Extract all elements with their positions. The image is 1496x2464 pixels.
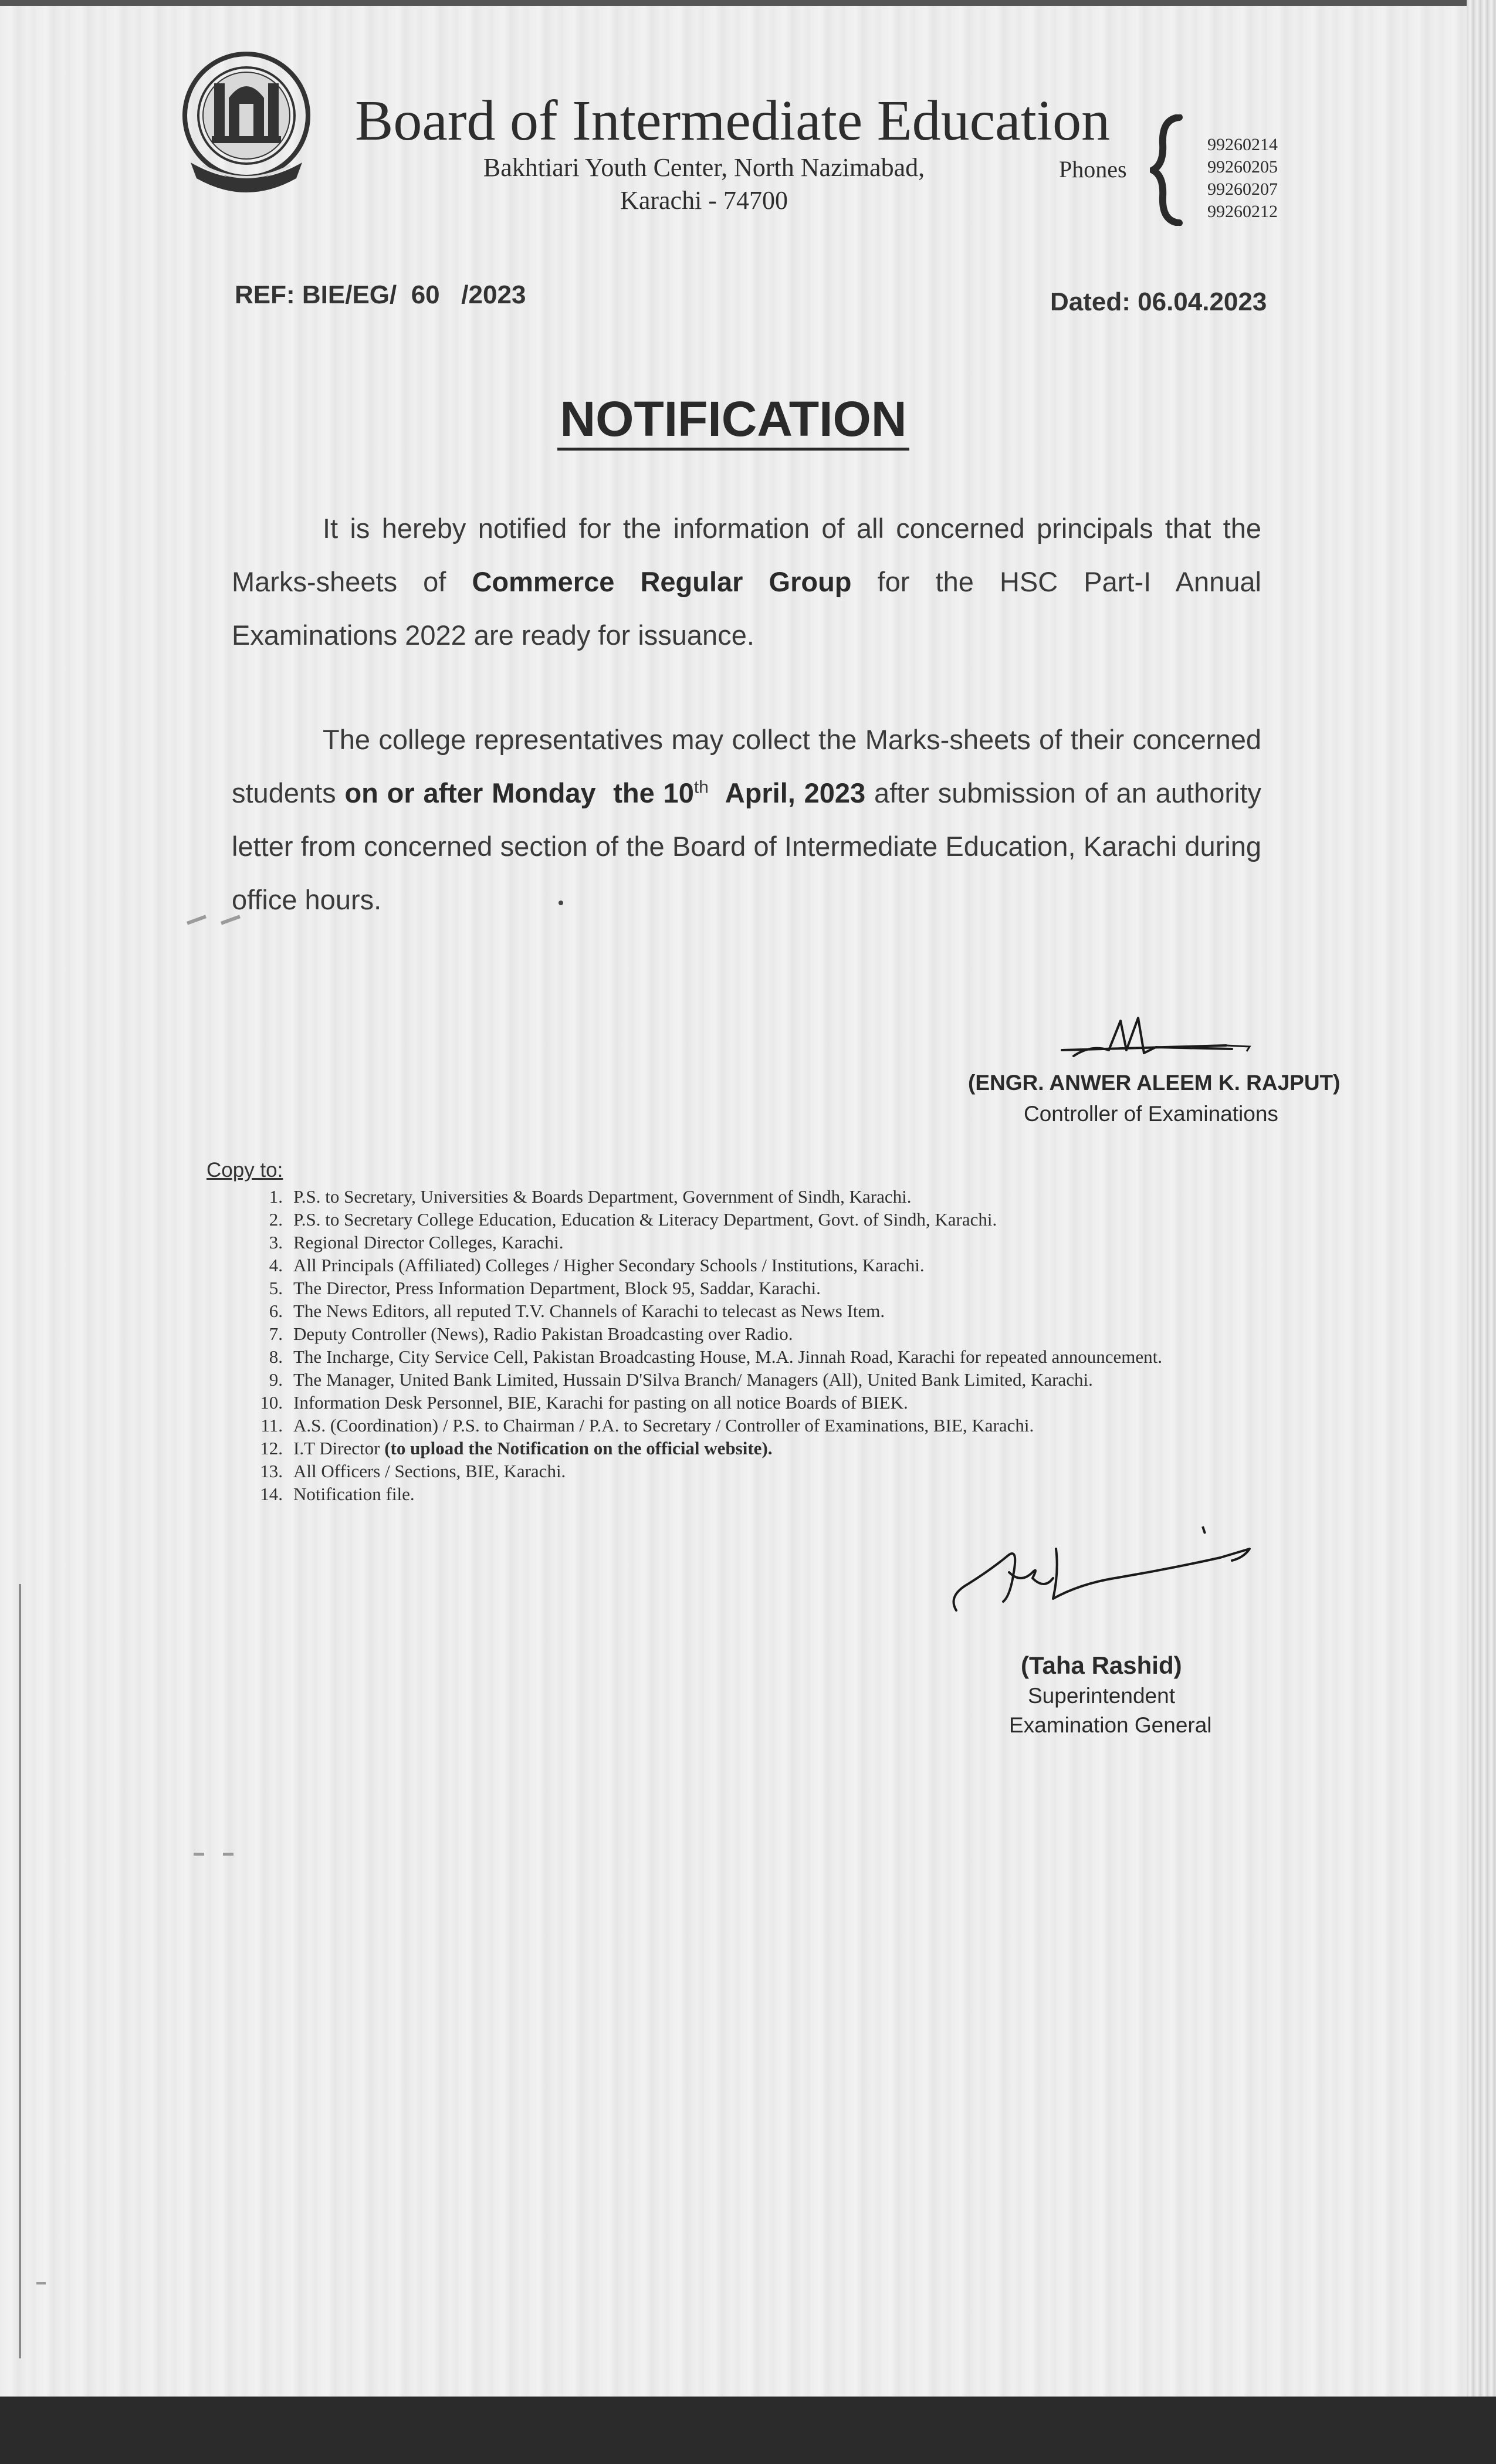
scan-mark [36, 2282, 46, 2284]
paragraph-2-text-end: after submission of an authority letter from concerned section of the Board of Intermediate Education, Karachi during office hours. [232, 777, 1261, 915]
list-item [241, 1391, 1297, 1414]
superintendent-department: Examination General [1009, 1713, 1212, 1737]
list-item [241, 1254, 1297, 1277]
item-number: 14. [260, 1484, 283, 1504]
paragraph-2-bold-month: April, 2023 [708, 777, 866, 808]
list-item [241, 1414, 1297, 1437]
organization-name: Board of Intermediate Education [355, 89, 1111, 153]
paragraph-1-text: It is hereby notified for the information of all concerned principals that the Marks-sheets of [232, 513, 1261, 597]
item-text: A.S. (Coordination) / P.S. to Chairman / P.A. to Secretary / Controller of Examinations, BIE, Karachi. [293, 1415, 1034, 1436]
phones-label: Phones [1059, 156, 1127, 182]
phone-number: 99260205 [1207, 157, 1278, 177]
item-number: 4. [269, 1255, 283, 1275]
list-item [241, 1437, 1297, 1460]
paragraph-2-bold-date: on or after Monday the 10 [344, 777, 694, 808]
item-number: 1. [269, 1186, 283, 1207]
copy-to-heading: Copy to: [207, 1159, 283, 1182]
document-date: Dated: 06.04.2023 [1050, 287, 1267, 316]
list-item [241, 1299, 1297, 1322]
paragraph-1-text-end: for the HSC Part-I Annual Examinations 2022 are ready for issuance. [232, 566, 1261, 651]
paragraph-2-text: The college representatives may collect the Marks-sheets of their concerned students [232, 724, 1261, 808]
superintendent-title: Superintendent [1028, 1684, 1175, 1708]
paragraph-1-bold: Commerce Regular Group [472, 566, 852, 597]
ordinal-suffix: th [693, 777, 709, 797]
title-text: NOTIFICATION [557, 390, 909, 451]
item-text: P.S. to Secretary College Education, Education & Literacy Department, Govt. of Sindh, Karachi. [293, 1209, 997, 1230]
scan-left-edge [19, 1584, 21, 2358]
item-number: 9. [269, 1369, 283, 1390]
paragraph-2 [232, 713, 1261, 926]
item-text: Deputy Controller (News), Radio Pakistan Broadcasting over Radio. [293, 1324, 793, 1344]
item-text: Information Desk Personnel, BIE, Karachi for pasting on all notice Boards of BIEK. [293, 1392, 908, 1413]
item-number: 2. [269, 1209, 283, 1230]
item-number: 6. [269, 1301, 283, 1321]
item-text: Notification file. [293, 1484, 415, 1504]
item-number: 7. [269, 1324, 283, 1344]
board-logo-icon [179, 48, 314, 201]
address-line-1: Bakhtiari Youth Center, North Nazimabad, [483, 153, 925, 182]
controller-name: (ENGR. ANWER ALEEM K. RAJPUT) [968, 1071, 1341, 1095]
item-number: 11. [260, 1415, 283, 1436]
list-item [241, 1277, 1297, 1299]
list-item [241, 1208, 1297, 1231]
scan-mark [559, 901, 563, 905]
item-text: The Director, Press Information Department, Block 95, Saddar, Karachi. [293, 1278, 821, 1298]
phone-numbers [1207, 134, 1278, 223]
phone-number: 99260207 [1207, 180, 1278, 199]
list-item [241, 1345, 1297, 1368]
phone-number: 99260214 [1207, 135, 1278, 154]
item-number: 8. [269, 1346, 283, 1367]
item-text-bold: (to upload the Notification on the official website). [384, 1438, 773, 1458]
item-text: All Principals (Affiliated) Colleges / Higher Secondary Schools / Institutions, Karachi. [293, 1255, 925, 1275]
copy-to-list [241, 1185, 1297, 1505]
address-line-2: Karachi - 74700 [620, 186, 788, 215]
list-item [241, 1460, 1297, 1483]
item-text: The News Editors, all reputed T.V. Channels of Karachi to telecast as News Item. [293, 1301, 885, 1321]
controller-title: Controller of Examinations [1024, 1102, 1278, 1126]
item-text: The Manager, United Bank Limited, Hussain D'Silva Branch/ Managers (All), United Bank Limited, Karachi. [293, 1369, 1093, 1390]
notification-title [0, 390, 1467, 451]
scan-mark [187, 915, 207, 925]
item-number: 10. [260, 1392, 283, 1413]
item-text: All Officers / Sections, BIE, Karachi. [293, 1461, 566, 1481]
item-number: 5. [269, 1278, 283, 1298]
item-text: The Incharge, City Service Cell, Pakistan Broadcasting House, M.A. Jinnah Road, Karachi for repeated announcement. [293, 1346, 1162, 1367]
item-number: 13. [260, 1461, 283, 1481]
item-number: 12. [260, 1438, 283, 1458]
scan-top-edge [0, 0, 1496, 6]
scan-mark [194, 1853, 204, 1856]
list-item [241, 1231, 1297, 1254]
item-text: I.T Director [293, 1438, 385, 1458]
list-item [241, 1368, 1297, 1391]
list-item [241, 1483, 1297, 1505]
phone-number: 99260212 [1207, 202, 1278, 221]
superintendent-name: (Taha Rashid) [1021, 1651, 1182, 1679]
signature-superintendent [945, 1514, 1261, 1631]
list-item [241, 1185, 1297, 1208]
item-number: 3. [269, 1232, 283, 1253]
list-item [241, 1322, 1297, 1345]
item-text: Regional Director Colleges, Karachi. [293, 1232, 564, 1253]
scan-right-edge [1467, 0, 1496, 2397]
item-text: P.S. to Secretary, Universities & Boards Department, Government of Sindh, Karachi. [293, 1186, 912, 1207]
reference-number: REF: BIE/EG/ 60 /2023 [235, 280, 526, 309]
scan-bottom-edge [0, 2397, 1496, 2464]
signature-controller [1056, 1009, 1255, 1079]
scan-mark [223, 1853, 233, 1856]
paragraph-1 [232, 502, 1261, 662]
organization-address [411, 151, 997, 217]
brace-icon [1150, 114, 1185, 226]
